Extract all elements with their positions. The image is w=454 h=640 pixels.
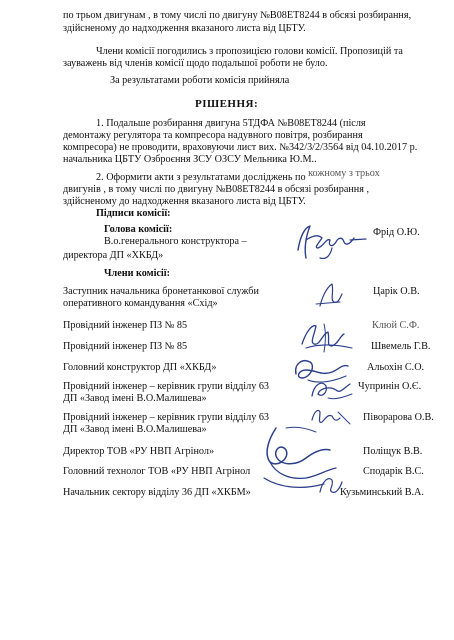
decision-1-line: компресора) не проводити, враховуючи лист вих. №342/3/2/3564 від 04.10.2017 р. — [63, 142, 418, 153]
member-name: Кузьминський В.А. — [340, 487, 424, 498]
chair-role: директора ДП «ХКБД» — [63, 250, 164, 261]
chair-name: Фрід О.Ю. — [373, 227, 420, 238]
member-role: Заступник начальника бронетанкової служби — [63, 286, 259, 297]
member-role: Провідний інженер – керівник групи відділу 63 — [63, 381, 270, 392]
member-signature-icon — [312, 276, 348, 312]
decision-2-line — [96, 168, 380, 184]
member-role: Директор ТОВ «РУ НВП Агрінол» — [63, 446, 215, 457]
decision-1-line: 1. Подальше розбирання двигуна 5ТДФА №В08ЕТ8244 (після — [96, 118, 366, 129]
signatures-title: Підписи комісії: — [96, 208, 171, 219]
member-role: Провідний інженер ПЗ № 85 — [63, 341, 188, 352]
chair-role: В.о.генерального конструктора – — [104, 236, 247, 247]
decision-2-line: здійсненому до надходження вказаного листа від ЦБТУ. — [63, 196, 306, 207]
text-line: здійсненому до надходження вказаного листа від ЦБТУ. — [63, 23, 306, 34]
member-role: Головний технолог ТОВ «РУ НВП Агрінол — [63, 466, 251, 477]
chair-label: Голова комісії: — [104, 224, 173, 235]
text-line: Члени комісії погодились з пропозицією голови комісії. Пропозицій та — [96, 46, 403, 57]
member-name: Клюй С.Ф. — [372, 320, 420, 331]
member-signature-icon — [316, 472, 346, 498]
member-signature-icon — [306, 372, 358, 406]
member-role: ДП «Завод імені В.О.Малишева» — [63, 393, 207, 404]
members-title: Члени комісії: — [104, 268, 170, 279]
text-line: зауважень від членів комісії щодо подальшої роботи не було. — [63, 58, 328, 69]
decision-1-line: начальника ЦБТУ Озброєння ЗСУ ОЗСУ Мельника Ю.М.. — [63, 154, 317, 165]
member-role: ДП «Завод імені В.О.Малишева» — [63, 424, 207, 435]
member-name: Альохін С.О. — [367, 362, 425, 373]
member-name: Поліщук В.В. — [363, 446, 423, 457]
member-role: Начальник сектору відділу 36 ДП «ХКБМ» — [63, 487, 251, 498]
chair-signature-icon — [292, 218, 372, 264]
text-line: За результатами роботи комісія прийняла — [110, 75, 290, 86]
decision-2-line: двигунів , в тому числі по двигуну №В08ЕТ8244 в обсязі розбирання , — [63, 184, 370, 195]
member-role: Провідний інженер ПЗ № 85 — [63, 320, 188, 331]
member-name: Чупринін О.Є. — [358, 381, 422, 392]
decision-2-insert: кожному з трьох — [308, 168, 380, 179]
member-name: Швемель Г.В. — [371, 341, 431, 352]
member-name: Піворарова О.В. — [363, 412, 434, 423]
member-role: оперативного командування «Схід» — [63, 298, 218, 309]
member-name: Царік О.В. — [373, 286, 420, 297]
member-role: Провідний інженер – керівник групи відділу 63 — [63, 412, 270, 423]
text-line: по трьом двигунам , в тому числі по двигуну №В08ЕТ8244 в обсязі розбирання, — [63, 10, 412, 21]
decision-2-text: 2. Оформити акти з результатами досліджень по — [96, 172, 306, 183]
decision-1-line: демонтажу регулятора та компресора надувного повітря, розбирання — [63, 130, 363, 141]
member-role: Головний конструктор ДП «ХКБД» — [63, 362, 217, 373]
member-name: Сподарік В.С. — [363, 466, 424, 477]
decision-heading: РІШЕННЯ: — [195, 98, 259, 110]
